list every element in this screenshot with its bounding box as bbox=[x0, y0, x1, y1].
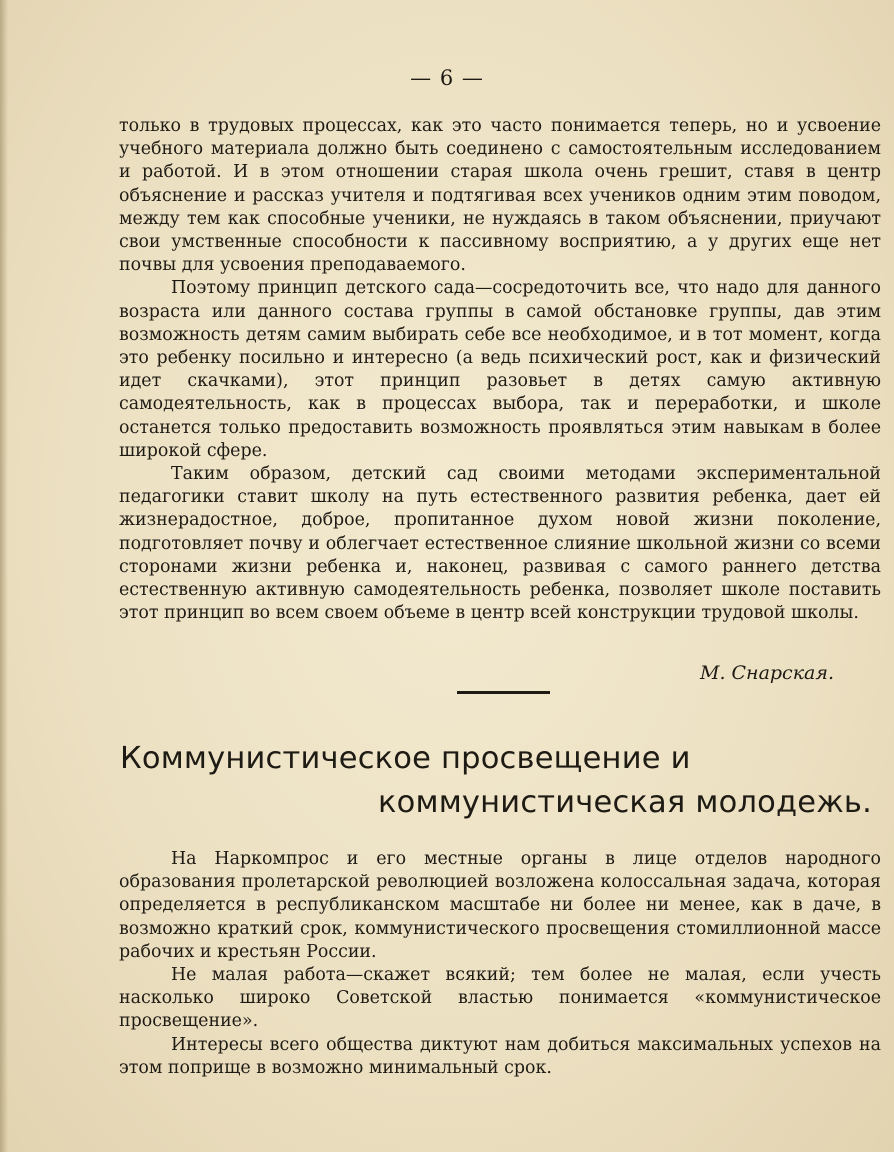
paragraph: На Наркомпрос и его местные органы в лице отделов народного образования пролетарской революцией возложена колоссальная задача, которая определяется в республиканском масштабе ни более ни менее, как в даче, в возможно краткий срок, коммунистического просвещения стомиллионной массе рабочих и крестьян России. bbox=[119, 849, 881, 962]
paragraph: Интересы всего общества диктуют нам добиться максимальных успехов на этом поприще в возможно минимальный срок. bbox=[119, 1034, 881, 1078]
article-body-2 bbox=[119, 848, 881, 1080]
author-signature: М. Снарская. bbox=[699, 662, 834, 684]
page-number: — 6 — bbox=[410, 66, 484, 90]
article-body-1 bbox=[119, 115, 881, 625]
paragraph: Не малая работа—скажет всякий; тем более не малая, если учесть насколько широко Советской властью понимается «коммунистическое просвещение». bbox=[119, 965, 881, 1032]
page-edge-shadow bbox=[0, 0, 8, 1152]
article-title-line-1: Коммунистическое просвещение и bbox=[120, 741, 691, 776]
paragraph: Поэтому принцип детского сада—сосредоточить все, что надо для данного возраста или данного состава группы в самой обстановке группы, дав этим возможность детям самим выбирать себе все необходимое, и в тот момент, когда это ребенку посильно и интересно (а ведь психический рост, как и физический идет скачками), этот принцип разовьет в детях самую активную самодеятельность, как в процессах выбора, так и переработки, и школе останется только предоставить возможность проявляться этим навыкам в более широкой сфере. bbox=[119, 278, 881, 461]
article-title-line-2: коммунистическая молодежь. bbox=[378, 785, 873, 820]
paragraph: только в трудовых процессах, как это часто понимается теперь, но и усвоение учебного материала должно быть соединено с самостоятельным исследованием и работой. И в этом отношении старая школа очень грешит, ставя в центр объяснение и рассказ учителя и подтягивая всех учеников одним этим поводом, между тем как способные ученики, не нуждаясь в таком объяснении, приучают свои умственные способности к пассивному восприятию, а у других еще нет почвы для усвоения преподаваемого. bbox=[119, 116, 881, 276]
section-divider bbox=[457, 691, 550, 694]
paragraph: Таким образом, детский сад своими методами экспериментальной педагогики ставит школу на путь естественного развития ребенка, дает ей жизнерадостное, доброе, пропитанное духом новой жизни поколение, подготовляет почву и облегчает естественное слияние школьной жизни со всеми сторонами жизни ребенка и, наконец, развивая с самого раннего детства естественную активную самодеятельность ребенка, позволяет школе поставить этот принцип во всем своем объеме в центр всей конструкции трудовой школы. bbox=[119, 464, 881, 624]
